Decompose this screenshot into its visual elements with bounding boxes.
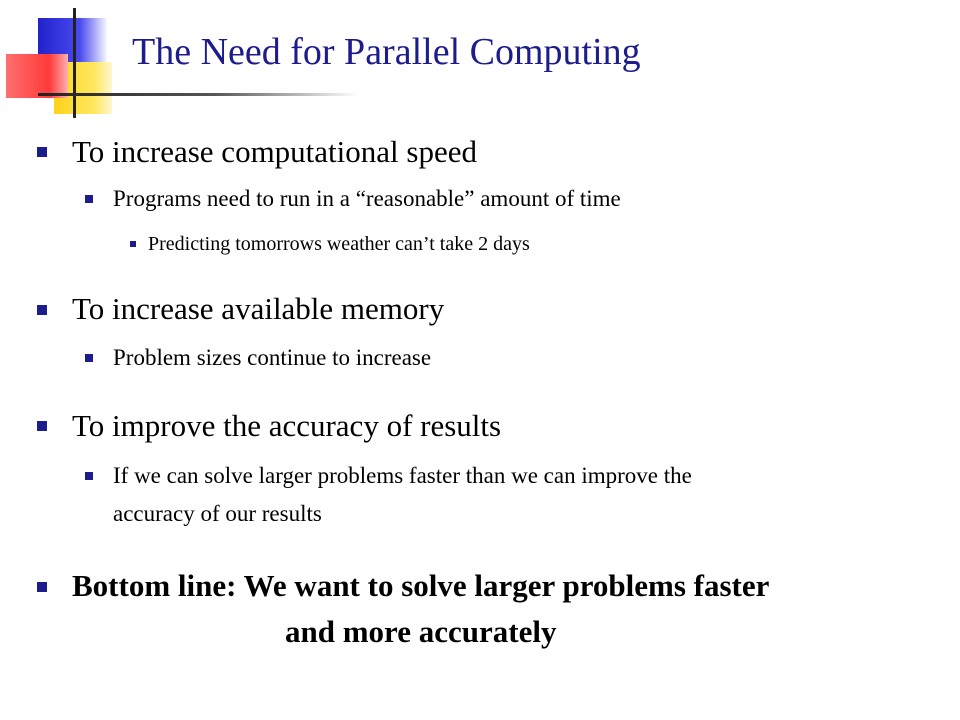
bullet-square-icon	[85, 195, 93, 203]
logo-horizontal-line	[38, 93, 358, 96]
bullet-text: To increase computational speed	[72, 134, 477, 169]
bullet-text: To increase available memory	[72, 291, 445, 326]
bullet-square-icon	[37, 305, 47, 315]
bullet-square-icon	[37, 421, 47, 431]
sub-bullet-text-line-1: If we can solve larger problems faster than we can improve the	[113, 463, 692, 488]
bullet-square-icon	[85, 354, 93, 362]
sub-sub-bullet-text: Predicting tomorrows weather can’t take 2 days	[148, 233, 530, 255]
bullet-text: To improve the accuracy of results	[72, 408, 502, 443]
logo-vertical-line	[73, 8, 76, 118]
sub-bullet-text: Programs need to run in a “reasonable” amount of time	[113, 186, 621, 211]
sub-bullet-text: Problem sizes continue to increase	[113, 345, 432, 370]
bottom-line-text-line-1: Bottom line: We want to solve larger problems faster	[72, 568, 770, 603]
slide-title: The Need for Parallel Computing	[132, 31, 641, 73]
sub-bullet-text-line-2: accuracy of our results	[113, 501, 322, 526]
bullet-square-icon	[37, 147, 47, 157]
bullet-square-icon	[130, 241, 136, 247]
logo-red-square	[6, 54, 68, 98]
bottom-line-text-line-2: and more accurately	[285, 614, 557, 649]
bullet-square-icon	[85, 472, 93, 480]
bullet-square-icon	[37, 582, 47, 592]
